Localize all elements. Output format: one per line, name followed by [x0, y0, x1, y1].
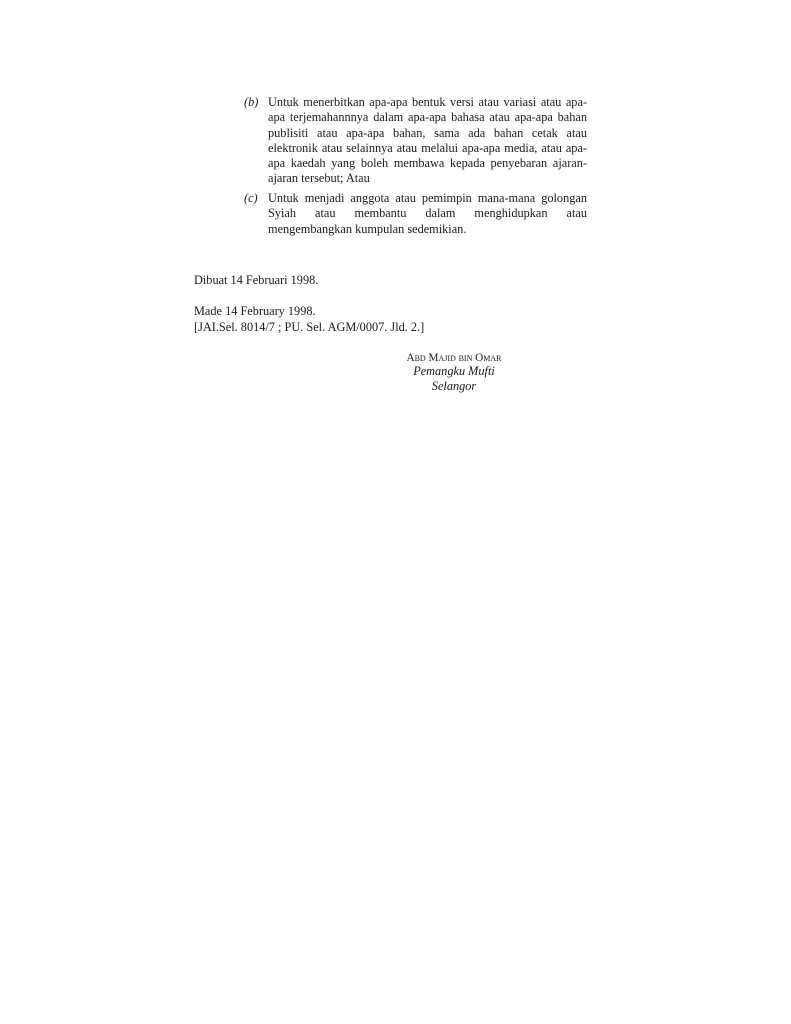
date-made-malay: Dibuat 14 Februari 1998. — [194, 273, 319, 287]
clause-marker: (b) — [244, 95, 259, 109]
clause-text: Untuk menerbitkan apa-apa bentuk versi atau variasi atau apa-apa terjemahannnya dalam apa-apa bahasa atau apa-apa bahan publisiti atau apa-apa bahan, sama ada bahan cetak atau elektronik atau selainnya atau melalui apa-apa media, atau apa-apa kaedah yang boleh membawa kepada penyebaran ajaran-ajaran tersebut; Atau — [268, 95, 587, 186]
signatory-title: Pemangku Mufti — [413, 364, 495, 378]
clause-b — [244, 95, 587, 187]
clause-marker: (c) — [244, 191, 258, 205]
clause-text: Untuk menjadi anggota atau pemimpin mana-mana golongan Syiah atau membantu dalam menghidupkan atau mengembangkan kumpulan sedemikian. — [268, 191, 587, 236]
signatory-place: Selangor — [431, 379, 477, 393]
reference-number: [JAI.Sel. 8014/7 ; PU. Sel. AGM/0007. Jld. 2.] — [194, 320, 425, 334]
signatory-name: Abd Majid bin Omar — [406, 352, 502, 364]
date-made-english: Made 14 February 1998. — [194, 304, 316, 318]
clause-c — [244, 191, 587, 237]
